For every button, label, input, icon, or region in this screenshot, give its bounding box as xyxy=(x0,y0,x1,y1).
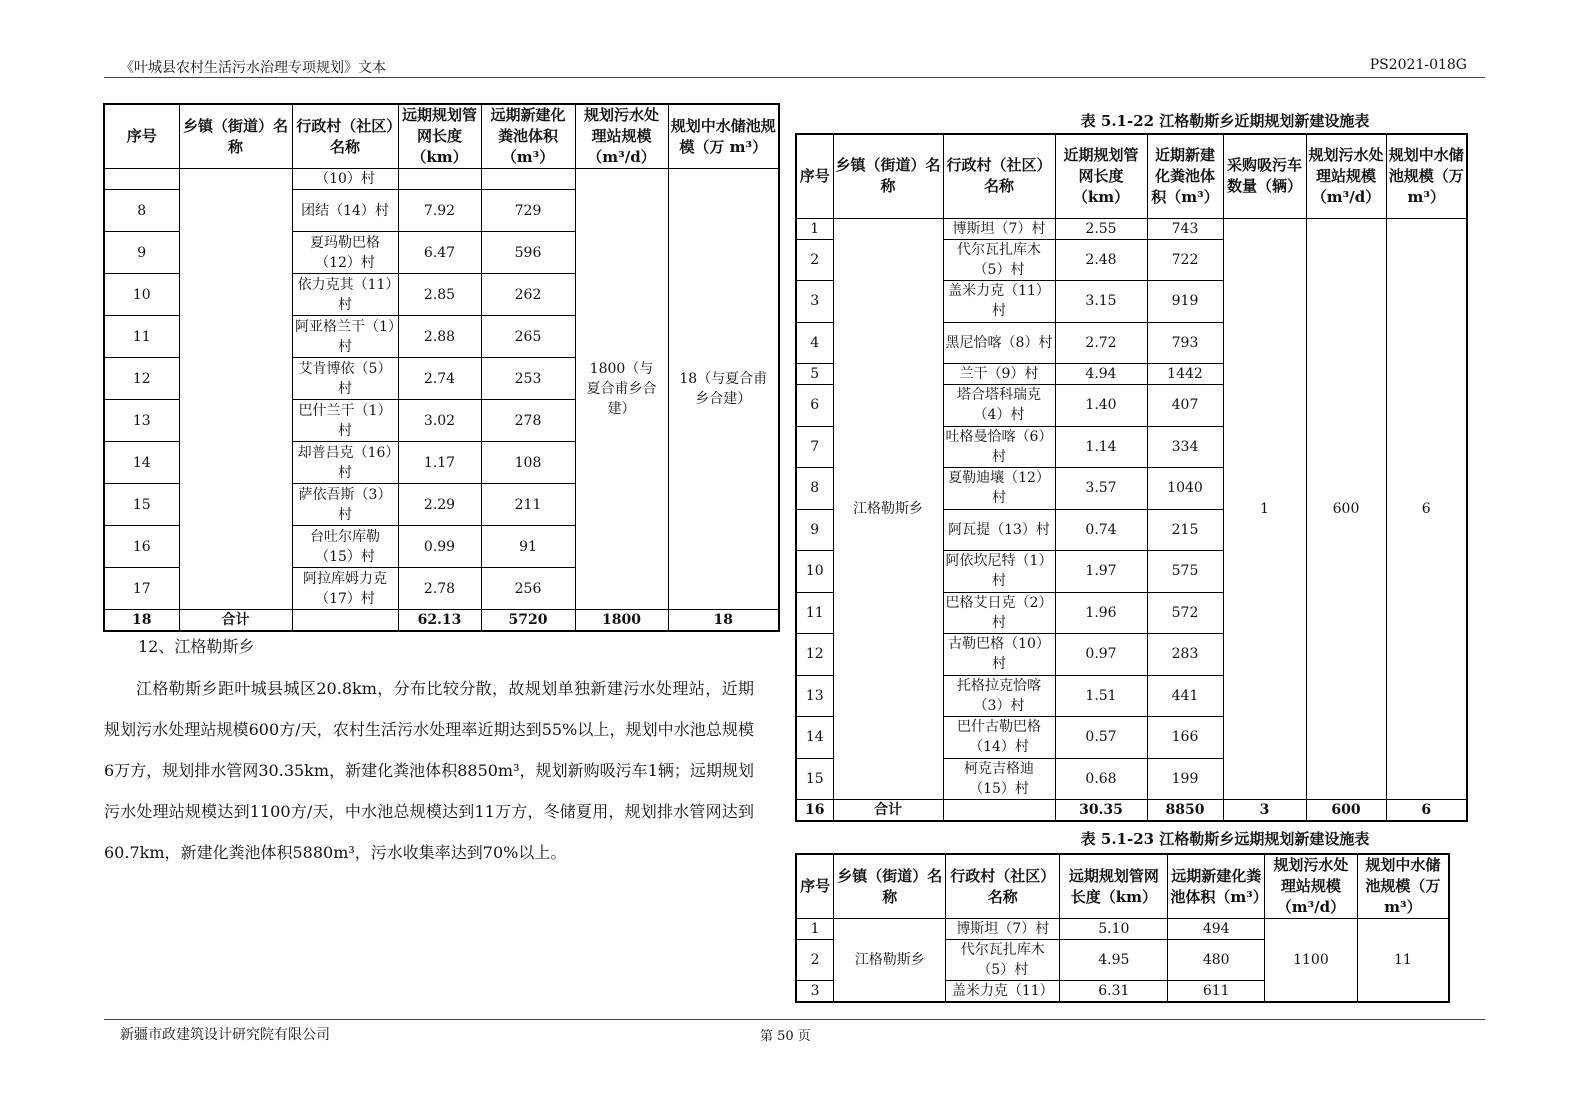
table-22 xyxy=(795,133,1468,822)
footer-rule xyxy=(104,1019,1485,1020)
total-tank: 5720 xyxy=(481,610,575,632)
village-cell: 阿亚格兰干（1）村 xyxy=(292,316,398,358)
tank-volume-cell: 108 xyxy=(481,442,575,484)
row-number: 2 xyxy=(796,239,833,281)
village-cell: 依力克其（11）村 xyxy=(292,274,398,316)
row-number: 11 xyxy=(796,592,833,634)
row-number: 7 xyxy=(796,426,833,468)
pipe-length-cell: 0.57 xyxy=(1055,717,1147,759)
tank-volume-cell: 278 xyxy=(481,400,575,442)
tank-volume-cell: 211 xyxy=(481,484,575,526)
village-cell: 阿拉库姆力克（17）村 xyxy=(292,568,398,610)
village-cell: 团结（14）村 xyxy=(292,190,398,232)
tank-volume-cell: 572 xyxy=(1147,592,1223,634)
row-number: 1 xyxy=(796,919,834,940)
village-cell: 兰干（9）村 xyxy=(943,364,1055,385)
pipe-length-cell: 2.29 xyxy=(398,484,481,526)
pipe-length-cell: 2.74 xyxy=(398,358,481,400)
tank-volume-cell: 480 xyxy=(1168,940,1265,981)
row-number: 13 xyxy=(796,675,833,717)
village-cell: 代尔瓦扎库木（5）村 xyxy=(943,239,1055,281)
header-cell: 乡镇（街道）名称 xyxy=(833,134,943,218)
table-row xyxy=(796,218,1467,239)
table-23 xyxy=(795,853,1450,1003)
total-no: 18 xyxy=(104,610,179,632)
reservoir-scale-cell: 18（与夏合甫乡合建） xyxy=(668,169,779,610)
header-cell: 远期规划管网长度（km） xyxy=(1060,854,1168,919)
village-cell: 托格拉克恰喀（3）村 xyxy=(943,675,1055,717)
row-number: 15 xyxy=(796,758,833,800)
row-number: 8 xyxy=(796,468,833,510)
village-cell: 吐格曼恰喀（6）村 xyxy=(943,426,1055,468)
tank-volume-cell: 265 xyxy=(481,316,575,358)
tank-volume-cell: 283 xyxy=(1147,634,1223,676)
station-scale-cell: 1800（与夏合甫乡合建） xyxy=(575,169,668,610)
total-tank: 8850 xyxy=(1147,800,1223,822)
header-rule xyxy=(104,77,1485,78)
total-pipe: 62.13 xyxy=(398,610,481,632)
tank-volume-cell: 334 xyxy=(1147,426,1223,468)
header-cell: 近期新建化粪池体积（m³） xyxy=(1147,134,1223,218)
header-cell: 采购吸污车数量（辆） xyxy=(1223,134,1306,218)
header-cell: 行政村（社区）名称 xyxy=(946,854,1060,919)
pipe-length-cell: 1.14 xyxy=(1055,426,1147,468)
village-cell: 黑尼恰喀（8）村 xyxy=(943,322,1055,364)
header-cell: 行政村（社区）名称 xyxy=(292,104,398,169)
company-name: 新疆市政建筑设计研究院有限公司 xyxy=(120,1027,330,1043)
reservoir-scale-cell: 11 xyxy=(1357,919,1449,1003)
header-cell: 序号 xyxy=(104,104,179,169)
tank-volume-cell: 215 xyxy=(1147,509,1223,551)
pipe-length-cell: 2.85 xyxy=(398,274,481,316)
tank-volume-cell: 575 xyxy=(1147,551,1223,593)
village-cell: 却普吕克（16）村 xyxy=(292,442,398,484)
village-cell: 古勒巴格（10）村 xyxy=(943,634,1055,676)
village-cell: 巴格艾日克（2）村 xyxy=(943,592,1055,634)
header-cell: 规划污水处理站规模（m³/d） xyxy=(575,104,668,169)
row-number: 12 xyxy=(796,634,833,676)
table-22-caption xyxy=(795,110,1583,131)
section-paragraph: 江格勒斯乡距叶城县城区20.8km，分布比较分散，故规划单独新建污水处理站，近期规划污水处理站规模600方/天，农村生活污水处理率近期达到55%以上，规划中水池总规模6万方，规划排水管网30.35km，新建化粪池体积8850m³，规划新购吸污车1辆；远期规划污水处理站规模达到1100方/天，中水池总规模达到11万方，冬储夏用，规划排水管网达到60.7km，新建化粪池体积5880m³，污水收集率达到70%以上。 xyxy=(104,679,754,862)
row-number: 3 xyxy=(796,281,833,323)
header-cell: 乡镇（街道）名称 xyxy=(179,104,292,169)
pipe-length-cell: 0.68 xyxy=(1055,758,1147,800)
station-scale-cell: 600 xyxy=(1306,218,1386,800)
tank-volume-cell: 256 xyxy=(481,568,575,610)
row-number: 5 xyxy=(796,364,833,385)
pipe-length-cell: 7.92 xyxy=(398,190,481,232)
left-table xyxy=(103,103,780,632)
village-cell: 夏玛勒巴格（12）村 xyxy=(292,232,398,274)
total-station: 600 xyxy=(1306,800,1386,822)
village-cell: 艾肯博依（5）村 xyxy=(292,358,398,400)
village-cell: 阿瓦提（13）村 xyxy=(943,509,1055,551)
row-number: 14 xyxy=(104,442,179,484)
pipe-length-cell: 0.97 xyxy=(1055,634,1147,676)
tank-volume-cell: 407 xyxy=(1147,385,1223,427)
tank-volume-cell: 253 xyxy=(481,358,575,400)
table-row xyxy=(104,169,779,190)
pipe-length-cell: 1.40 xyxy=(1055,385,1147,427)
row-number: 10 xyxy=(796,551,833,593)
document-title: 《叶城县农村生活污水治理专项规划》文本 xyxy=(120,60,386,76)
document-code: PS2021-018G xyxy=(1369,57,1467,73)
tank-volume-cell: 1040 xyxy=(1147,468,1223,510)
village-cell: 代尔瓦扎库木（5）村 xyxy=(946,940,1060,981)
row-number: 10 xyxy=(104,274,179,316)
header-cell: 近期规划管网长度（km） xyxy=(1055,134,1147,218)
header-cell: 乡镇（街道）名称 xyxy=(834,854,946,919)
village-cell: 巴什兰干（1）村 xyxy=(292,400,398,442)
pipe-length-cell: 3.57 xyxy=(1055,468,1147,510)
tank-volume-cell: 743 xyxy=(1147,218,1223,239)
header-cell: 规划污水处理站规模（m³/d） xyxy=(1265,854,1358,919)
tank-volume-cell: 91 xyxy=(481,526,575,568)
pipe-length-cell: 4.94 xyxy=(1055,364,1147,385)
tank-volume-cell: 919 xyxy=(1147,281,1223,323)
header-cell: 行政村（社区）名称 xyxy=(943,134,1055,218)
reservoir-scale-cell: 6 xyxy=(1386,218,1467,800)
total-station: 1800 xyxy=(575,610,668,632)
tank-volume-cell: 199 xyxy=(1147,758,1223,800)
total-pipe: 30.35 xyxy=(1055,800,1147,822)
row-number: 17 xyxy=(104,568,179,610)
tank-volume-cell: 494 xyxy=(1168,919,1265,940)
header-cell: 规划中水储池规模（万 m³） xyxy=(1386,134,1467,218)
pipe-length-cell: 2.55 xyxy=(1055,218,1147,239)
truck-count-cell: 1 xyxy=(1223,218,1306,800)
total-village-empty xyxy=(292,610,398,632)
pipe-length-cell: 4.95 xyxy=(1060,940,1168,981)
header-cell: 远期新建化粪池体积（m³） xyxy=(481,104,575,169)
row-number: 11 xyxy=(104,316,179,358)
row-number: 15 xyxy=(104,484,179,526)
row-number: 12 xyxy=(104,358,179,400)
village-cell: 阿依坎尼特（1）村 xyxy=(943,551,1055,593)
tank-volume-cell: 1442 xyxy=(1147,364,1223,385)
village-cell: （10）村 xyxy=(292,169,398,190)
header-cell: 远期规划管网长度（km） xyxy=(398,104,481,169)
pipe-length-cell: 1.97 xyxy=(1055,551,1147,593)
village-cell: 萨依吾斯（3）村 xyxy=(292,484,398,526)
village-cell: 盖米力克（11）村 xyxy=(943,281,1055,323)
row-number: 2 xyxy=(796,940,834,981)
village-cell: 柯克吉格迪（15）村 xyxy=(943,758,1055,800)
village-cell: 博斯坦（7）村 xyxy=(946,919,1060,940)
header-cell: 规划中水储池规模（万 m³） xyxy=(1357,854,1449,919)
tank-volume-cell: 596 xyxy=(481,232,575,274)
tank-volume-cell: 262 xyxy=(481,274,575,316)
town-cell: 江格勒斯乡 xyxy=(834,919,946,1003)
total-row xyxy=(104,610,779,632)
row-number: 16 xyxy=(104,526,179,568)
row-number: 9 xyxy=(104,232,179,274)
pipe-length-cell: 3.02 xyxy=(398,400,481,442)
table-22-caption-text: 表 5.1-22 江格勒斯乡近期规划新建设施表 xyxy=(1080,112,1370,130)
village-cell: 台吐尔库勒（15）村 xyxy=(292,526,398,568)
total-trucks: 3 xyxy=(1223,800,1306,822)
header-cell: 规划污水处理站规模（m³/d） xyxy=(1306,134,1386,218)
table-row xyxy=(796,919,1449,940)
pipe-length-cell: 0.99 xyxy=(398,526,481,568)
tank-volume-cell: 166 xyxy=(1147,717,1223,759)
header-cell: 规划中水储池规模（万 m³） xyxy=(668,104,779,169)
pipe-length-cell: 0.74 xyxy=(1055,509,1147,551)
row-number: 8 xyxy=(104,190,179,232)
tank-volume-cell: 793 xyxy=(1147,322,1223,364)
pipe-length-cell: 5.10 xyxy=(1060,919,1168,940)
village-cell: 盖米力克（11） xyxy=(946,981,1060,1003)
total-no: 16 xyxy=(796,800,833,822)
table-23-caption-text: 表 5.1-23 江格勒斯乡远期规划新建设施表 xyxy=(1080,830,1370,848)
page-number: 第 50 页 xyxy=(760,1029,811,1044)
town-cell: 江格勒斯乡 xyxy=(833,218,943,800)
header-cell: 序号 xyxy=(796,134,833,218)
pipe-length-cell: 6.31 xyxy=(1060,981,1168,1003)
header-cell: 远期新建化粪池体积（m³） xyxy=(1168,854,1265,919)
row-number: 13 xyxy=(104,400,179,442)
table-23-caption xyxy=(795,828,1583,849)
village-cell: 塔合塔科瑞克（4）村 xyxy=(943,385,1055,427)
pipe-length-cell: 2.72 xyxy=(1055,322,1147,364)
pipe-length-cell: 6.47 xyxy=(398,232,481,274)
total-reservoir: 18 xyxy=(668,610,779,632)
row-number: 9 xyxy=(796,509,833,551)
tank-volume-cell: 611 xyxy=(1168,981,1265,1003)
pipe-length-cell: 2.78 xyxy=(398,568,481,610)
station-scale-cell: 1100 xyxy=(1265,919,1358,1003)
row-number: 1 xyxy=(796,218,833,239)
total-label: 合计 xyxy=(833,800,943,822)
tank-volume-cell: 722 xyxy=(1147,239,1223,281)
tank-volume-cell: 441 xyxy=(1147,675,1223,717)
section-heading: 12、江格勒斯乡 xyxy=(138,637,255,656)
row-number: 4 xyxy=(796,322,833,364)
pipe-length-cell: 2.48 xyxy=(1055,239,1147,281)
total-label: 合计 xyxy=(179,610,292,632)
pipe-length-cell: 1.51 xyxy=(1055,675,1147,717)
row-number: 3 xyxy=(796,981,834,1003)
village-cell: 夏勒迪壤（12）村 xyxy=(943,468,1055,510)
village-cell: 巴什古勒巴格（14）村 xyxy=(943,717,1055,759)
pipe-length-cell: 3.15 xyxy=(1055,281,1147,323)
town-cell xyxy=(179,169,292,610)
header-cell: 序号 xyxy=(796,854,834,919)
row-number: 6 xyxy=(796,385,833,427)
tank-volume-cell: 729 xyxy=(481,190,575,232)
total-reservoir: 6 xyxy=(1386,800,1467,822)
pipe-length-cell: 2.88 xyxy=(398,316,481,358)
pipe-length-cell: 1.96 xyxy=(1055,592,1147,634)
total-row xyxy=(796,800,1467,822)
row-number: 14 xyxy=(796,717,833,759)
village-cell: 博斯坦（7）村 xyxy=(943,218,1055,239)
pipe-length-cell: 1.17 xyxy=(398,442,481,484)
